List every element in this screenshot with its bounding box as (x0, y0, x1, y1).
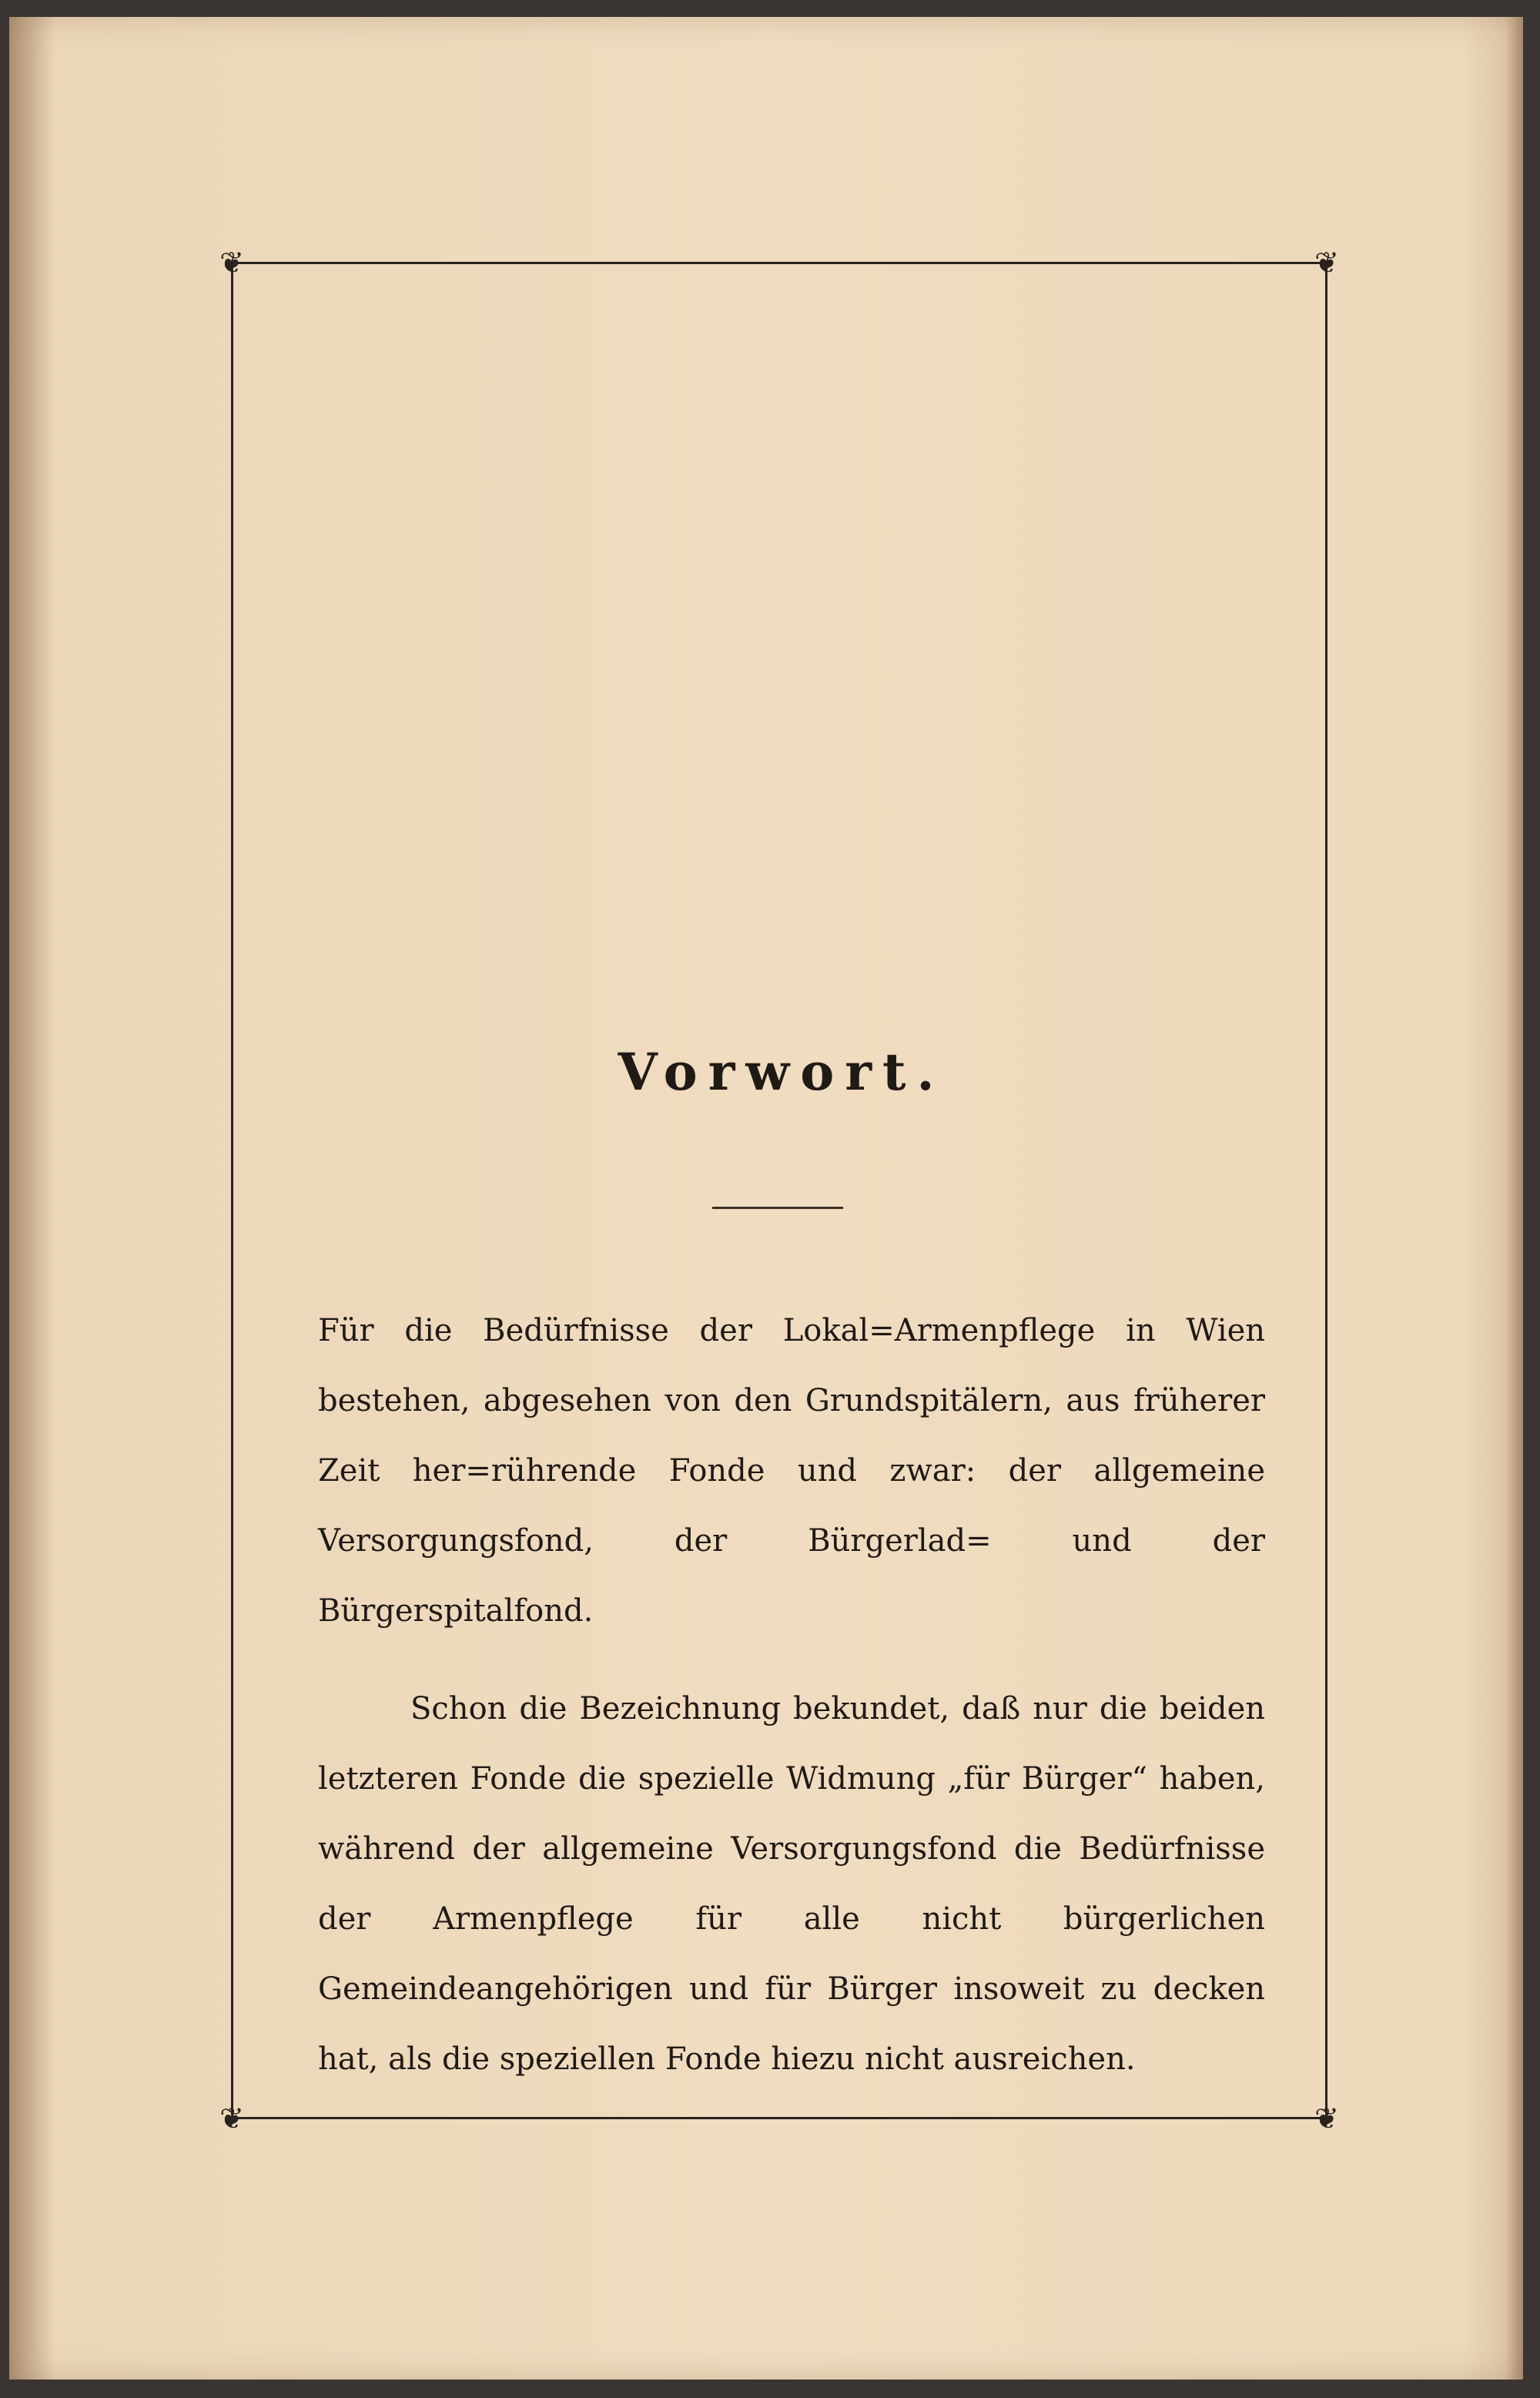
page-edge (1506, 17, 1523, 2380)
spine-shadow (9, 17, 55, 2380)
page-title: Vorwort. (618, 1042, 946, 1102)
body-text (318, 1296, 1265, 2095)
paragraph: Schon die Bezeichnung bekundet, daß nur die beiden letzteren Fonde die spezielle Widmung „für Bürger“ haben, während der allgemeine Versorgungsfond die Bedürfnisse der Armenpflege für alle nicht bürgerlichen Gemeindeangehörigen und für Bürger insoweit zu decken hat, als die speziellen Fonde hiezu nicht ausreichen. (318, 1691, 1265, 2077)
paragraph: Für die Bedürfnisse der Lokal=Armenpflege in Wien bestehen, abgesehen von den Grundspitälern, aus früherer Zeit her=rührende Fonde und zwar: der allgemeine Versorgungsfond, der Bürgerlad= und der Bürgerspitalfond. (318, 1313, 1265, 1629)
corner-ornament-icon: ❦ (219, 2102, 244, 2135)
corner-ornament-icon: ❦ (219, 246, 244, 280)
book-page (9, 17, 1523, 2380)
corner-ornament-icon: ❦ (1314, 246, 1339, 280)
corner-ornament-icon: ❦ (1314, 2102, 1339, 2135)
ornamental-frame (219, 246, 1339, 2135)
title-divider (712, 1207, 843, 1209)
